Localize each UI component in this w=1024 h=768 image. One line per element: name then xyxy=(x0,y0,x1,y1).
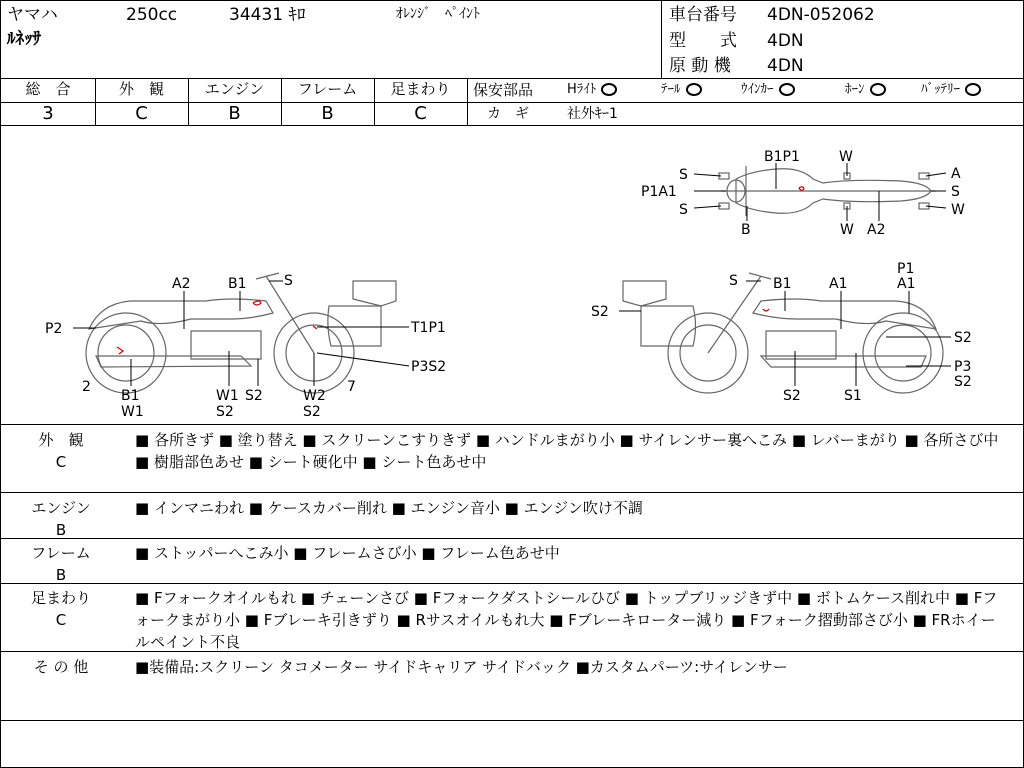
divider xyxy=(1,538,1023,539)
diagram-label: P2 xyxy=(45,321,63,337)
diagram-label: W2 xyxy=(303,388,326,404)
remark-other-text: ■装備品:スクリーン タコメーター サイドキャリア サイドバック ■カスタムパーツ:サイレンサー xyxy=(135,658,788,676)
remark-exterior-text: ■ 各所きず ■ 塗り替え ■ スクリーンこすりきず ■ ハンドルまがり小 ■ サイレンサー裏へこみ ■ レバーまがり ■ 各所さび中 ■ 樹脂部色あせ ■ シート硬化中 ■ シート色あせ中 xyxy=(135,431,999,471)
diagram-label: P1A1 xyxy=(641,184,677,200)
engine-value: 4DN xyxy=(767,56,804,76)
safety-item-winker: ｳｲﾝｶｰ xyxy=(741,83,795,96)
diagram-label: B1 xyxy=(773,276,792,292)
remark-other-label: そ の 他 xyxy=(33,658,89,676)
maker: ヤマハ xyxy=(7,5,58,25)
safety-item-horn: ﾎｰﾝ xyxy=(845,83,886,96)
displacement: 250cc xyxy=(126,5,178,25)
diagram-label: 2 xyxy=(82,379,91,395)
diagram-label: A1 xyxy=(829,276,848,292)
safety-item-battery: ﾊﾞｯﾃﾘｰ xyxy=(921,83,981,96)
divider xyxy=(1,583,1023,584)
type-value: 4DN xyxy=(767,31,804,51)
diagram-label: S2 xyxy=(216,404,234,420)
remark-frame-text: ■ ストッパーへこみ小 ■ フレームさび小 ■ フレーム色あせ中 xyxy=(135,544,560,562)
diagram-label: S xyxy=(284,273,293,289)
safety-label: 保安部品 xyxy=(473,81,534,99)
diagram-label: S2 xyxy=(783,388,801,404)
color: ｵﾚﾝｼﾞ ﾍﾟｲﾝﾄ xyxy=(396,6,480,22)
diagram-label: S2 xyxy=(303,404,321,420)
diagram-label: P3S2 xyxy=(411,359,447,375)
diagram-label: P1 xyxy=(897,261,915,277)
diagram-label: T1P1 xyxy=(411,320,446,336)
grade-suspension-label: 足まわり xyxy=(390,80,451,98)
remark-suspension-text: ■ Fフォークオイルもれ ■ チェーンさび ■ Fフォークダストシールひび ■ トップブリッジきず中 ■ ボトムケース削れ中 ■ Fフォークまがり小 ■ Fブレーキ引きずり ■ Rサスオイルもれ大 ■ Fブレーキローター減り ■ Fフォーク摺動部さび小 ■ FRホイールペイント不良 xyxy=(135,589,998,651)
remark-engine-label: エンジン B xyxy=(31,499,91,539)
mileage: 34431 ｷﾛ xyxy=(229,5,306,25)
grade-suspension-value: C xyxy=(414,103,427,124)
diagram-label: S xyxy=(679,167,688,183)
diagram-label: A2 xyxy=(172,276,191,292)
remark-engine-text: ■ インマニわれ ■ ケースカバー削れ ■ エンジン音小 ■ エンジン吹け不調 xyxy=(135,499,643,517)
grade-frame-label: フレーム xyxy=(297,80,358,98)
key-label: カ ギ xyxy=(487,106,529,122)
remark-exterior-label: 外 観 C xyxy=(38,431,84,471)
diagram-label: S2 xyxy=(591,304,609,320)
damage-marks xyxy=(117,187,804,354)
key-value: 社外ｷｰ1 xyxy=(567,106,618,122)
engine-label: 原 動 機 xyxy=(669,56,731,76)
grade-engine-value: B xyxy=(228,103,241,124)
leader-lines xyxy=(73,163,951,386)
grade-total-value: 3 xyxy=(42,103,54,124)
diagram-label: S2 xyxy=(245,388,263,404)
frame-no-value: 4DN-052062 xyxy=(767,5,875,25)
diagram-label: B1 xyxy=(228,276,247,292)
diagram-label: S2 xyxy=(954,330,972,346)
diagram-label: B1P1 xyxy=(764,149,800,165)
diagram-label: W1 xyxy=(216,388,239,404)
diagram-label: W xyxy=(839,149,853,165)
divider xyxy=(1,492,1023,493)
diagram-label: S xyxy=(951,184,960,200)
diagram-label: S1 xyxy=(844,388,862,404)
divider xyxy=(1,720,1023,721)
diagram-label: S xyxy=(679,202,688,218)
grade-frame-value: B xyxy=(321,103,334,124)
frame-no-label: 車台番号 xyxy=(669,5,737,25)
safety-item-headlight: Hﾗｲﾄ xyxy=(567,83,617,96)
type-label: 型 式 xyxy=(669,31,737,51)
grade-exterior-label: 外 観 xyxy=(118,80,164,98)
top-view-bike xyxy=(719,166,936,216)
remark-suspension-label: 足まわり C xyxy=(30,589,91,629)
diagram-label: S xyxy=(729,273,738,289)
diagram-label: P3 xyxy=(954,359,972,375)
diagram-label: W xyxy=(840,222,854,238)
grade-total-label: 総 合 xyxy=(25,80,71,98)
diagram-label: S2 xyxy=(954,374,972,390)
grade-engine-label: エンジン xyxy=(204,80,265,98)
diagram-label: B1 xyxy=(121,388,140,404)
damage-diagram xyxy=(1,1,1023,425)
diagram-label: A xyxy=(951,166,961,182)
model-name: ﾙﾈｯｻ xyxy=(7,29,41,49)
remark-frame-label: フレーム B xyxy=(31,544,91,584)
diagram-label: A1 xyxy=(897,276,916,292)
diagram-label: B xyxy=(741,222,751,238)
diagram-label: W1 xyxy=(121,404,144,420)
diagram-label: 7 xyxy=(347,379,356,395)
grade-exterior-value: C xyxy=(135,103,148,124)
diagram-label: W xyxy=(951,202,965,218)
safety-item-tail: ﾃｰﾙ xyxy=(661,83,702,96)
diagram-label: A2 xyxy=(867,222,886,238)
